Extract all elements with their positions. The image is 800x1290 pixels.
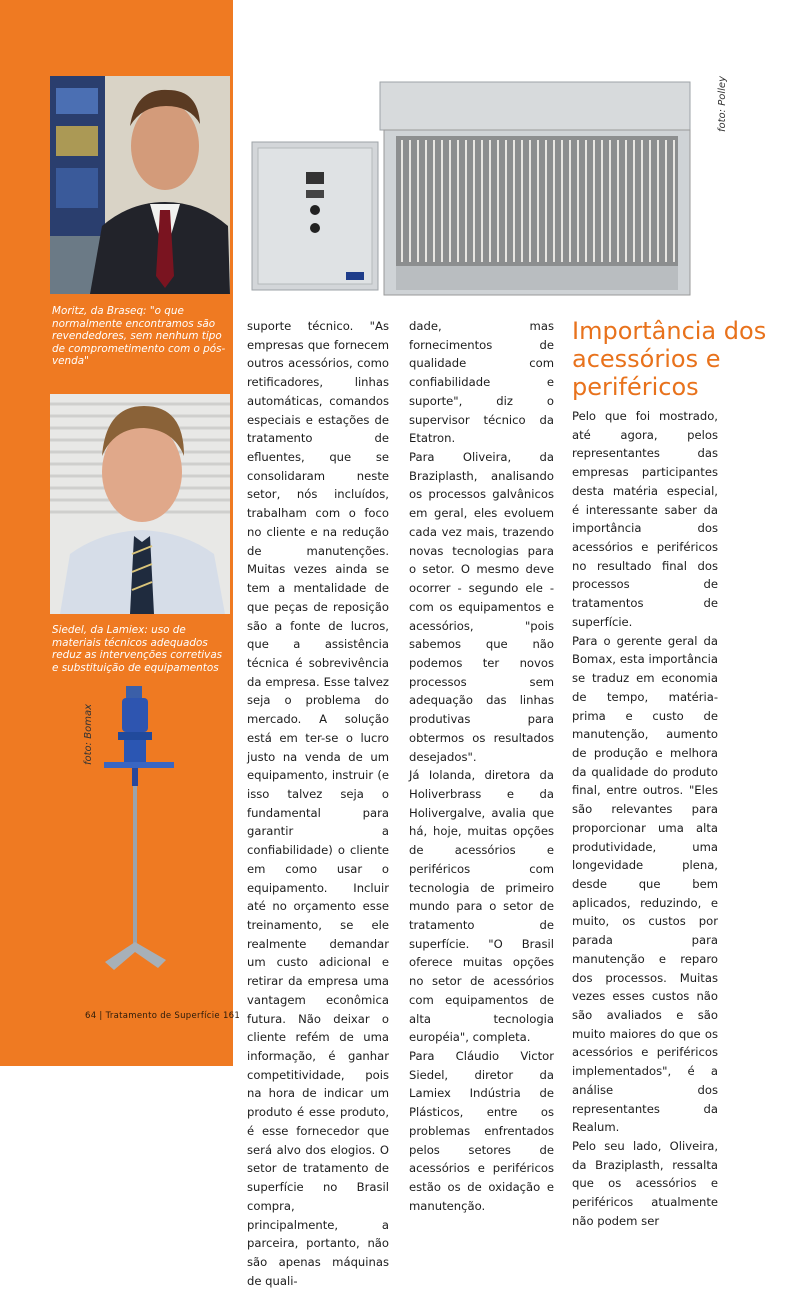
paragraph: Para o gerente geral da Bomax, esta importância se traduz em economia de tempo, matéria-prima e custo de manutenção, aumento de produção e melhora da qualidade do produto final, entre outros. "Eles são relevantes para proporcionar uma alta produtividade, uma longevidade plena, desde que bem aplicados, reduzindo, e muito, os custos por parada para manutenção e reparo dos processos. Muitas vezes esses custos não são avaliados e são muito maiores do que os acessórios e periféricos implementados", é a análise dos representantes da Realum. <box>572 633 718 1135</box>
paragraph: dade, mas fornecimentos de qualidade com confiabilidade e suporte", diz o supervisor técnico da Etatron. <box>409 319 554 446</box>
moritz-caption: Moritz, da Braseq: "o que normalmente encontramos são revendedores, sem nenhum tipo de comprometimento com o pós-venda" <box>52 305 226 368</box>
article-column-2 <box>409 317 554 1216</box>
page-footer: 64 | Tratamento de Superfície 161 <box>85 1011 241 1021</box>
section-heading: Importância dos acessórios e periféricos <box>572 317 767 401</box>
paragraph: suporte técnico. "As empresas que fornecem outros acessórios, como retificadores, linhas automáticas, comandos especiais e estações de tratamento de efluentes, que se consolidaram neste setor, nós incluídos, trabalham com o foco no cliente e na redução de manutenções. Muitas vezes ainda se tem a mentalidade de que peças de reposição são a fonte de lucros, que a assistência técnica é sobrevivência da empresa. Esse talvez seja o problema do mercado. A solução está em ter-se o lucro justo na venda de um equipamento, instruir (e isso talvez seja o fundamental para garantir a confiabilidade) o cliente em como usar o equipamento. Incluir até no orçamento esse treinamento, se ele realmente demandar um custo adicional e retirar da empresa uma vantagem econômica futura. Não deixar o cliente refém de uma informação, é ganhar competitividade, pois na hora de indicar um produto é esse produto, é esse fornecedor que será alvo dos elogios. O setor de tratamento de superfície no Brasil compra, principalmente, a parceira, portanto, não são apenas máquinas de quali- <box>247 319 389 1288</box>
moritz-photo <box>50 76 230 294</box>
siedel-caption: Siedel, da Lamiex: uso de materiais técnicos adequados reduz as intervenções corretivas e substituição de equipamentos <box>52 624 223 674</box>
heater-equipment-image <box>250 80 710 300</box>
paragraph: Para Oliveira, da Braziplasth, analisando os processos galvânicos em geral, eles evoluem cada vez mais, trazendo novas tecnologias para o setor. O mesmo deve ocorrer - segundo ele - com os equipamentos e acessórios, "pois sabemos que não podemos ter novos processos sem adequação das linhas produtivas para obtermos os resultados desejados". <box>409 450 554 764</box>
siedel-photo <box>50 394 230 614</box>
bomax-photo-credit: foto: Bomax <box>83 704 94 765</box>
article-column-3 <box>572 407 718 1231</box>
paragraph: Pelo que foi mostrado, até agora, pelos representantes das empresas participantes desta matéria especial, é interessante saber da importância dos acessórios e periféricos no resultado final dos processos de tratamentos de superfície. <box>572 409 718 629</box>
paragraph: Pelo seu lado, Oliveira, da Braziplasth, ressalta que os acessórios e periféricos atualmente não podem ser <box>572 1139 718 1228</box>
agitator-image <box>100 680 190 980</box>
article-column-1 <box>247 317 389 1290</box>
paragraph: Já Iolanda, diretora da Holiverbrass e da Holivergalve, avalia que há, hoje, muitas opções de acessórios e periféricos com tecnologia de primeiro mundo para o setor de tratamento de superfície. "O Brasil oferece muitas opções no setor de acessórios com equipamentos de alta tecnologia européia", completa. <box>409 768 554 1045</box>
paragraph: Para Cláudio Victor Siedel, diretor da Lamiex Indústria de Plásticos, entre os problemas enfrentados pelos setores de acessórios e periféricos estão os de oxidação e manutenção. <box>409 1049 554 1213</box>
polley-photo-credit: foto: Polley <box>717 75 728 132</box>
